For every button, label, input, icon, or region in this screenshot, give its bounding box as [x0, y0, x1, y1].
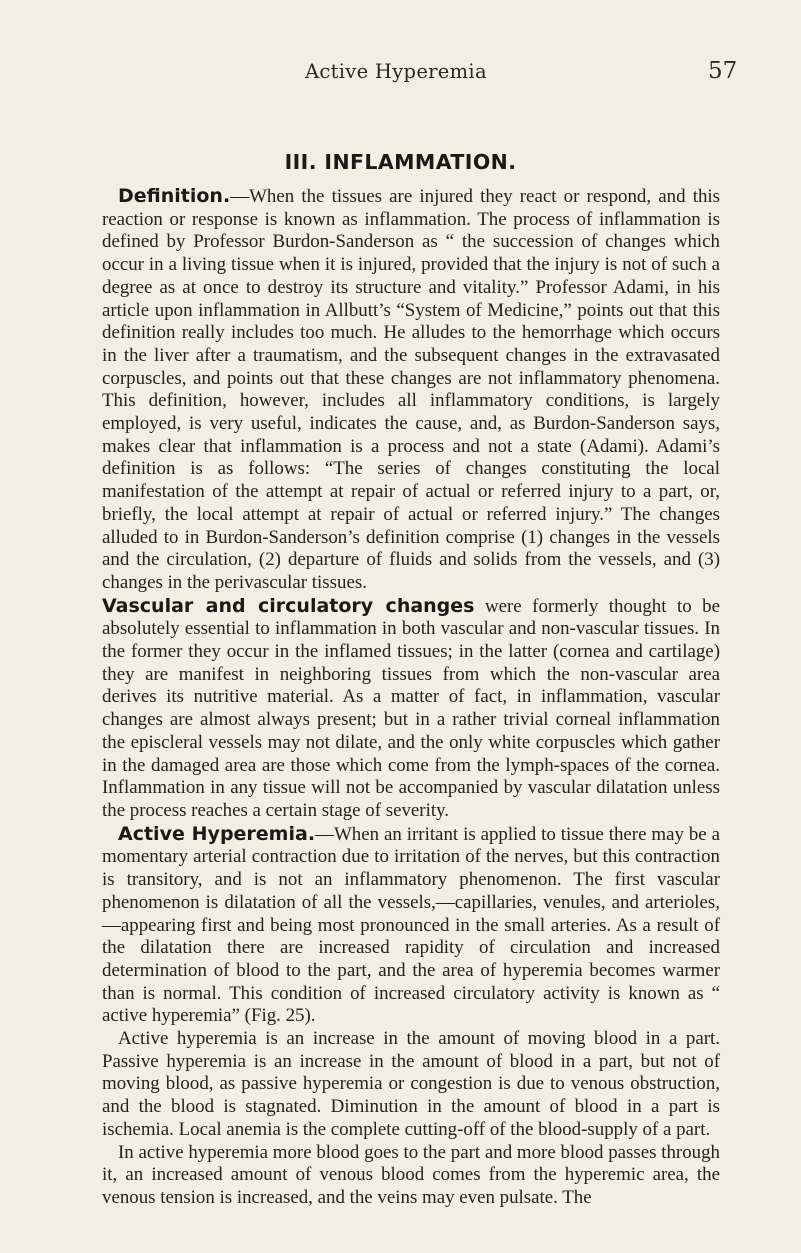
running-head-title: Active Hyperemia [305, 60, 487, 83]
paragraph-text: were formerly thought to be absolutely essential to inflammation in both vascular and non-vascular tissues. In the former they occur in the inflamed tissues; in the latter (cornea and cartilage) they are manifest in neighboring tissues from which the non-vascular area derives its nutritive material. As a matter of fact, in inflammation, vascular changes are almost always present; but in a rather trivial corneal inflammation the episcleral vessels may not dilate, and the only white corpuscles which gather in the damaged area are those which come from the lymph-spaces of the cornea. Inflammation in any tissue will not be accompanied by vascular dilatation unless the process reaches a certain stage of severity. [102, 595, 720, 821]
paragraph-definition [102, 185, 720, 595]
paragraph-hyperemia-definitions [102, 1028, 720, 1142]
running-head [0, 56, 801, 86]
run-in-heading-vascular-changes: Vascular and circulatory changes [102, 594, 475, 617]
paragraph-vascular-changes [102, 595, 720, 823]
run-in-heading-active-hyperemia: Active Hyperemia. [118, 822, 316, 845]
run-in-heading-definition: Definition. [118, 185, 231, 207]
paragraph-text: In active hyperemia more blood goes to the part and more blood passes through it, an increased amount of venous blood comes from the hyperemic area, the venous tension is increased, and the veins may even pulsate. The [102, 1141, 720, 1208]
paragraph-text: —When the tissues are injured they react or respond, and this reaction or response is known as inflammation. The process of inflammation is defined by Professor Burdon-Sanderson as “ the succession of changes which occur in a living tissue when it is injured, provided that the injury is not of such a degree as at once to destroy its structure and vitality.” Professor Adami, in his article upon inflammation in Allbutt’s “System of Medicine,” points out that this definition really includes too much. He alludes to the hemorrhage which occurs in the liver after a traumatism, and the subsequent changes in the extravasated corpuscles, and points out that these changes are not inflammatory phenomena. This definition, however, includes all inflammatory conditions, is largely employed, is very useful, indicates the cause, and, as Burdon-Sanderson says, makes clear that inflammation is a process and not a state (Adami). Adami’s definition is as follows: “The series of changes constituting the local manifestation of the attempt at repair of actual or referred injury to a part, or, briefly, the local attempt at repair of actual or referred injury.” The changes alluded to in Burdon-Sanderson’s definition comprise (1) changes in the vessels and the circulation, (2) departure of fluids and solids from the vessels, and (3) changes in the perivascular tissues. [102, 186, 720, 593]
paragraph-active-hyperemia [102, 823, 720, 1028]
chapter-heading: III. INFLAMMATION. [284, 150, 517, 174]
paragraph-text: —When an irritant is applied to tissue there may be a momentary arterial contraction due to irritation of the nerves, but this contraction is transitory, and is not an inflammatory phenomenon. The first vascular phenomenon is dilatation of all the vessels,—capillaries, venules, and arterioles,—appearing first and being most pronounced in the small arteries. As a result of the dilatation there are increased rapidity of circulation and increased determination of blood to the part, and the area of hyperemia becomes warmer than is normal. This condition of increased circulatory activity is known as “ active hyperemia” (Fig. 25). [102, 823, 721, 1027]
paragraph-text: Active hyperemia is an increase in the amount of moving blood in a part. Passive hyperemia is an increase in the amount of blood in a part, but not of moving blood, as passive hyperemia or congestion is due to venous obstruction, and the blood is stagnated. Diminution in the amount of blood in a part is ischemia. Local anemia is the complete cutting-off of the blood-supply of a part. [102, 1028, 720, 1140]
page-number: 57 [708, 58, 738, 84]
paragraph-active-hyperemia-blood-flow [102, 1142, 720, 1210]
body-text [102, 185, 720, 1210]
